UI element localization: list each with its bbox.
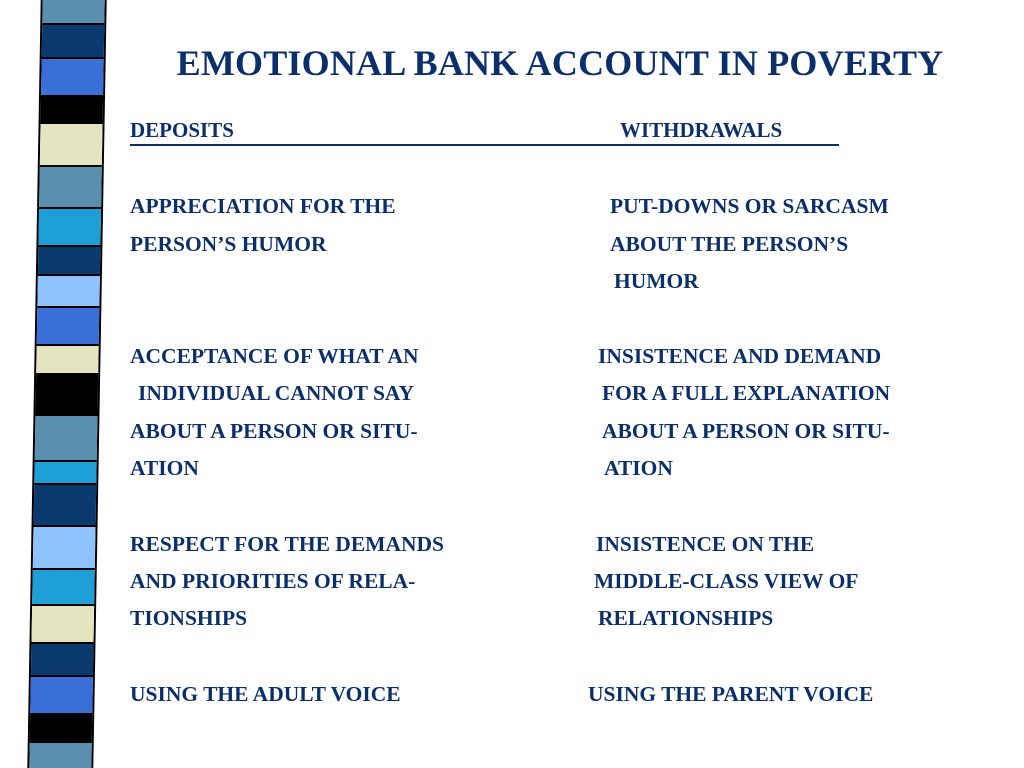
stripe-band — [36, 346, 98, 375]
stripe-band — [37, 276, 100, 308]
stripe-band — [30, 715, 92, 744]
stripe-band — [37, 308, 100, 346]
stripe-band — [30, 677, 93, 715]
stripe-band — [42, 25, 105, 59]
withdrawal-4-line-1: USING THE PARENT VOICE — [588, 682, 874, 706]
stripe-band — [41, 97, 103, 124]
deposit-3-line-1: RESPECT FOR THE DEMANDS — [130, 532, 444, 556]
withdrawal-1-line-1: PUT-DOWNS OR SARCASM — [610, 194, 889, 218]
deposit-4-line-1: USING THE ADULT VOICE — [130, 682, 401, 706]
stripe-band — [35, 375, 98, 417]
withdrawal-1-line-2: ABOUT THE PERSON’S — [610, 232, 849, 256]
stripe-band — [34, 485, 97, 527]
stripe-band — [29, 743, 91, 768]
deposit-2-line-3: ABOUT A PERSON OR SITU- — [130, 419, 418, 443]
stripe-band — [31, 644, 94, 676]
stripe-band — [33, 527, 96, 571]
deposit-1-line-2: PERSON’S HUMOR — [130, 232, 327, 256]
withdrawal-2-line-3: ABOUT A PERSON OR SITU- — [602, 419, 890, 443]
header-underline — [130, 144, 839, 146]
deposit-2-line-1: ACCEPTANCE OF WHAT AN — [130, 344, 419, 368]
stripe-band — [40, 124, 103, 168]
withdrawal-2-line-2: FOR A FULL EXPLANATION — [602, 381, 891, 405]
deposit-3-line-2: AND PRIORITIES OF RELA- — [130, 569, 416, 593]
withdrawal-1-line-3: HUMOR — [614, 269, 699, 293]
withdrawal-3-line-3: RELATIONSHIPS — [598, 606, 774, 630]
deposit-2-line-2: INDIVIDUAL CANNOT SAY — [138, 381, 414, 405]
stripe-band — [35, 416, 98, 462]
withdrawals-header: WITHDRAWALS — [620, 118, 783, 142]
deposit-1-line-1: APPRECIATION FOR THE — [130, 194, 396, 218]
slide-title: EMOTIONAL BANK ACCOUNT IN POVERTY — [176, 43, 944, 83]
withdrawal-3-line-2: MIDDLE-CLASS VIEW OF — [594, 569, 859, 593]
stripe-band — [34, 462, 96, 485]
stripe-band — [39, 167, 102, 209]
deposit-2-line-4: ATION — [130, 456, 199, 480]
stripe-band — [32, 570, 95, 606]
stripe-band — [31, 606, 94, 644]
stripe-band — [38, 209, 101, 247]
stripe-band — [42, 0, 104, 25]
withdrawal-3-line-1: INSISTENCE ON THE — [596, 532, 815, 556]
deposits-header: DEPOSITS — [130, 118, 234, 142]
decorative-stripe — [27, 0, 106, 768]
withdrawal-2-line-1: INSISTENCE AND DEMAND — [598, 344, 882, 368]
deposit-3-line-3: TIONSHIPS — [130, 606, 248, 630]
withdrawal-2-line-4: ATION — [604, 456, 673, 480]
stripe-band — [41, 59, 104, 97]
stripe-band — [38, 247, 100, 276]
